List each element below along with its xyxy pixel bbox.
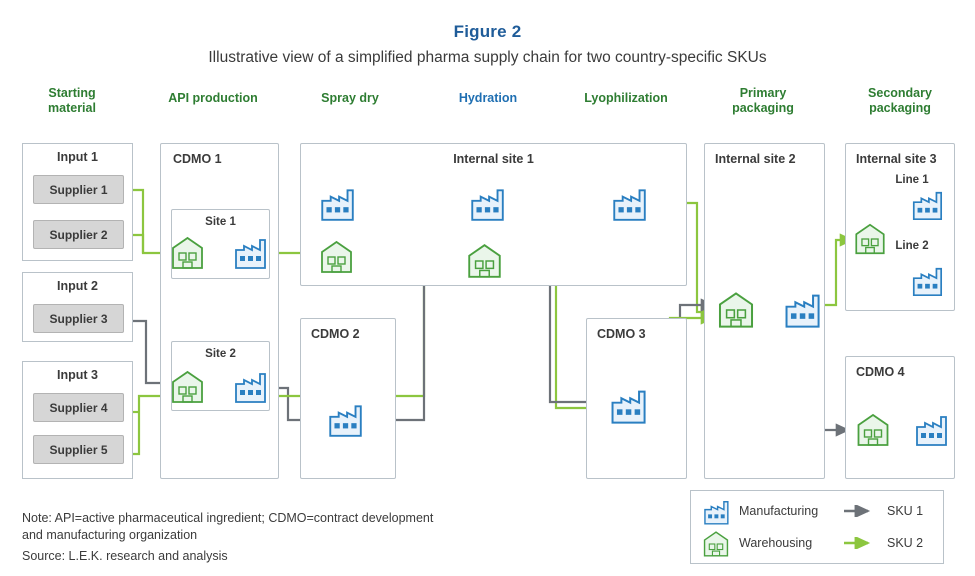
manufacturing-icon <box>232 368 268 406</box>
legend-label-manufacturing: Manufacturing <box>739 504 819 518</box>
supplier-box[interactable]: Supplier 5 <box>33 435 124 464</box>
group-label: Internal site 2 <box>715 152 796 166</box>
manufacturing-icon <box>608 385 648 427</box>
manufacturing-icon <box>232 234 268 272</box>
manufacturing-icon <box>910 263 944 299</box>
manufacturing-icon <box>913 411 949 449</box>
legend-label-sku1: SKU 1 <box>887 504 924 518</box>
manufacturing-icon <box>468 184 506 224</box>
manufacturing-icon <box>782 289 822 331</box>
input-box-1 <box>22 143 133 261</box>
warehousing-icon <box>855 411 891 449</box>
warehousing-icon <box>716 289 756 331</box>
manufacturing-icon <box>910 187 944 223</box>
column-header-line2: packaging <box>869 101 931 115</box>
warehousing-icon <box>170 234 205 272</box>
input-box-2 <box>22 272 133 342</box>
legend-label-warehousing: Warehousing <box>739 536 813 550</box>
input-title: Input 3 <box>57 368 98 382</box>
supplier-box[interactable]: Supplier 3 <box>33 304 124 333</box>
warehousing-icon <box>319 238 354 276</box>
manufacturing-icon <box>318 184 356 224</box>
column-header-hydration <box>432 91 544 106</box>
column-header-line1: Spray dry <box>321 91 379 105</box>
column-header-line1: Lyophilization <box>584 91 668 105</box>
group-cdmo1 <box>160 143 279 479</box>
manufacturing-icon <box>701 497 731 527</box>
column-header-spray-dry <box>295 91 405 106</box>
group-label: CDMO 3 <box>597 327 646 341</box>
input-title: Input 1 <box>57 150 98 164</box>
group-label: CDMO 4 <box>856 365 905 379</box>
column-header-line1: Starting <box>48 86 96 100</box>
manufacturing-icon <box>326 400 364 440</box>
column-header-api-production <box>150 91 276 106</box>
group-label: CDMO 1 <box>173 152 222 166</box>
supplier-box[interactable]: Supplier 4 <box>33 393 124 422</box>
figure-title: Figure 2 <box>453 22 522 41</box>
group-cdmo2 <box>300 318 396 479</box>
line-label-2: Line 2 <box>895 240 929 252</box>
column-header-line1: API production <box>168 91 258 105</box>
column-header-line2: material <box>48 101 96 115</box>
note-line-1: Note: API=active pharmaceutical ingredient; CDMO=contract development <box>22 511 434 525</box>
column-header-line1: Hydration <box>458 91 518 105</box>
column-header-primary-packaging <box>703 86 823 116</box>
sku1-arrow-icon <box>843 505 877 517</box>
column-header-line1: Primary <box>739 86 787 100</box>
sub-label: Site 2 <box>205 348 236 360</box>
sku2-arrow-icon <box>843 537 877 549</box>
warehousing-icon <box>701 529 731 559</box>
sub-label: Site 1 <box>205 216 236 228</box>
warehousing-icon <box>853 221 887 257</box>
group-label: Internal site 3 <box>856 152 937 166</box>
warehousing-icon <box>170 368 205 406</box>
figure-subtitle: Illustrative view of a simplified pharma supply chain for two country-specific SKUs <box>208 49 767 66</box>
supplier-box[interactable]: Supplier 2 <box>33 220 124 249</box>
column-header-line1: Secondary <box>868 86 932 100</box>
input-box-3 <box>22 361 133 479</box>
legend <box>690 490 944 564</box>
column-header-line2: packaging <box>732 101 794 115</box>
note-line-2: and manufacturing organization <box>22 528 198 542</box>
input-title: Input 2 <box>57 279 98 293</box>
column-header-starting-material <box>22 86 122 116</box>
column-header-secondary-packaging <box>840 86 960 116</box>
group-label: Internal site 1 <box>453 152 534 166</box>
legend-label-sku2: SKU 2 <box>887 536 924 550</box>
footer-note <box>22 510 642 565</box>
manufacturing-icon <box>610 184 648 224</box>
group-label: CDMO 2 <box>311 327 360 341</box>
warehousing-icon <box>466 241 503 281</box>
source-line: Source: L.E.K. research and analysis <box>22 549 228 563</box>
column-header-lyophilization <box>564 91 688 106</box>
line-label-1: Line 1 <box>895 174 929 186</box>
supplier-box[interactable]: Supplier 1 <box>33 175 124 204</box>
